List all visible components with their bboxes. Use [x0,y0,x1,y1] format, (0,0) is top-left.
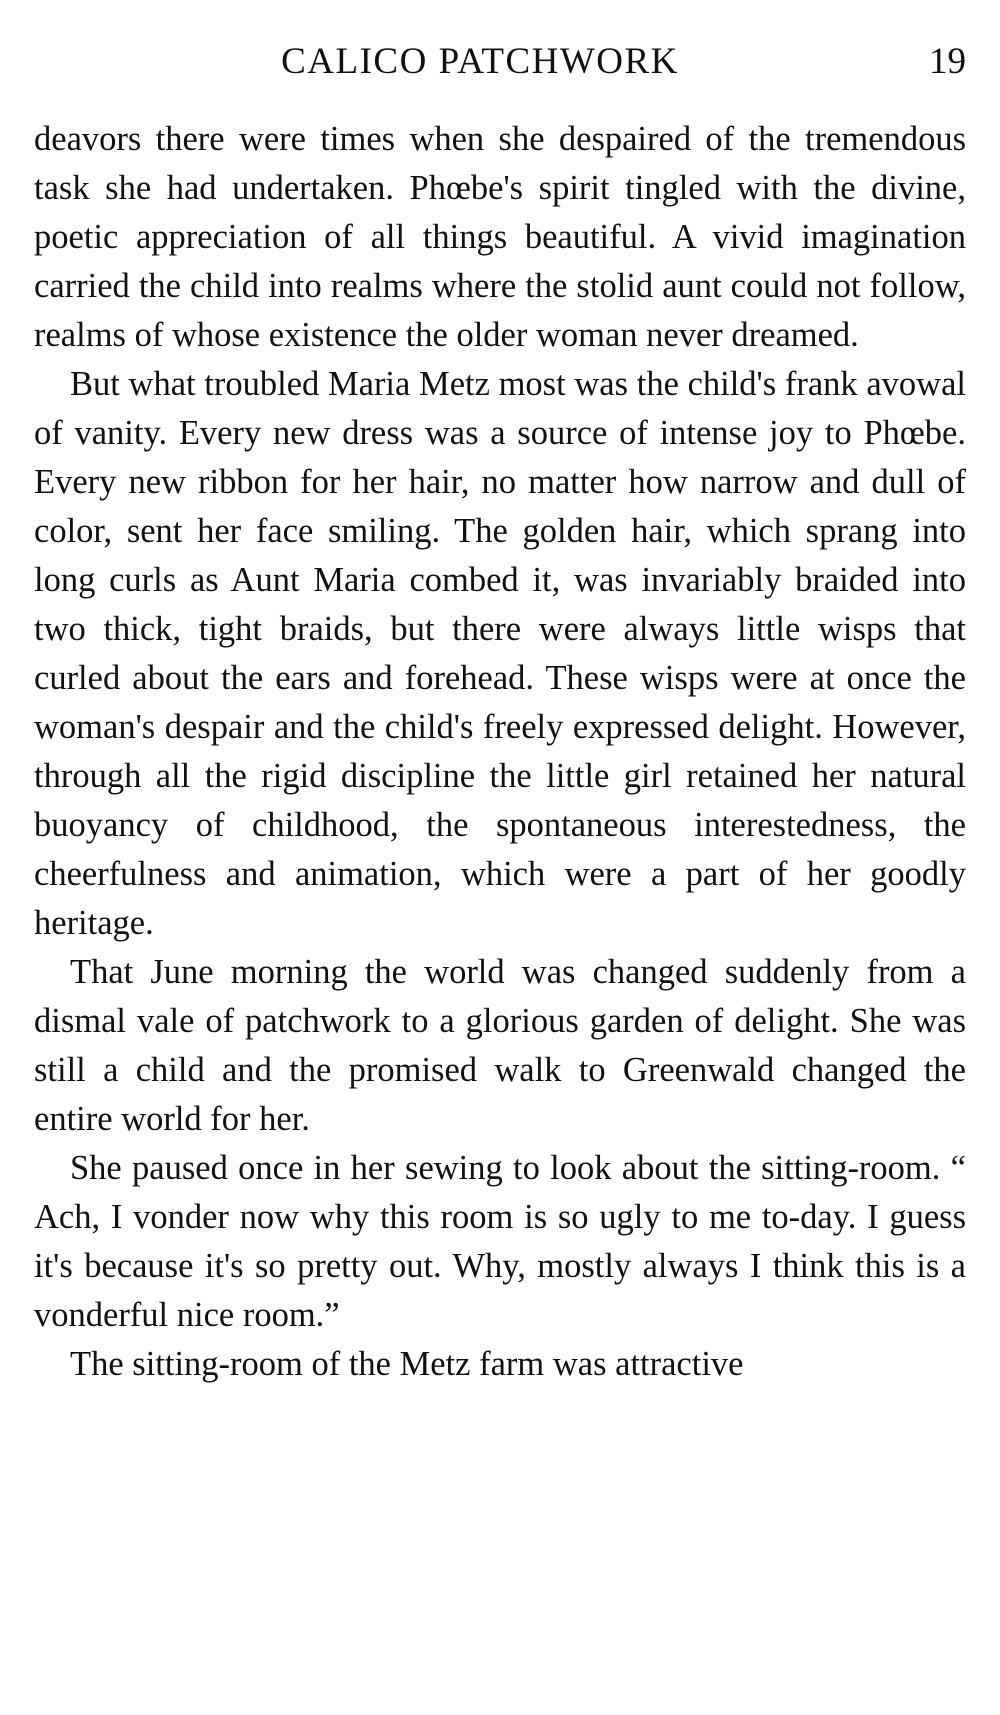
page-number: 19 [929,41,966,82]
body-text [34,115,966,1389]
paragraph: The sitting-room of the Metz farm was attractive [70,1345,744,1383]
paragraph: But what troubled Maria Metz most was the child's frank avowal of vanity. Every new dress was a source of intense joy to Phœbe. Every new ribbon for her hair, no matter how narrow and dull of color, sent her face smiling. The golden hair, which sprang into long curls as Aunt Maria combed it, was invariably braided into two thick, tight braids, but there were always little wisps that curled about the ears and forehead. These wisps were at once the woman's despair and the child's freely expressed delight. However, through all the rigid discipline the little girl retained her natural buoyancy of childhood, the spontaneous interestedness, the cheerfulness and animation, which were a part of her goodly heritage. [34,365,966,942]
paragraph: She paused once in her sewing to look about the sitting-room. “ Ach, I vonder now why this room is so ugly to me to-day. I guess it's because it's so pretty out. Why, mostly always I think this is a vonderful nice room.” [34,1149,966,1334]
running-title: CALICO PATCHWORK [281,41,679,82]
paragraph: That June morning the world was changed suddenly from a dismal vale of patchwork to a glorious garden of delight. She was still a child and the promised walk to Greenwald changed the entire world for her. [34,953,966,1138]
running-header [34,40,966,100]
book-page [34,40,966,1389]
paragraph-continued: deavors there were times when she despaired of the tremendous task she had undertaken. Phœbe's spirit tingled with the divine, poetic appreciation of all things beautiful. A vivid imagination carried the child into realms where the stolid aunt could not follow, realms of whose existence the older woman never dreamed. [34,120,966,354]
